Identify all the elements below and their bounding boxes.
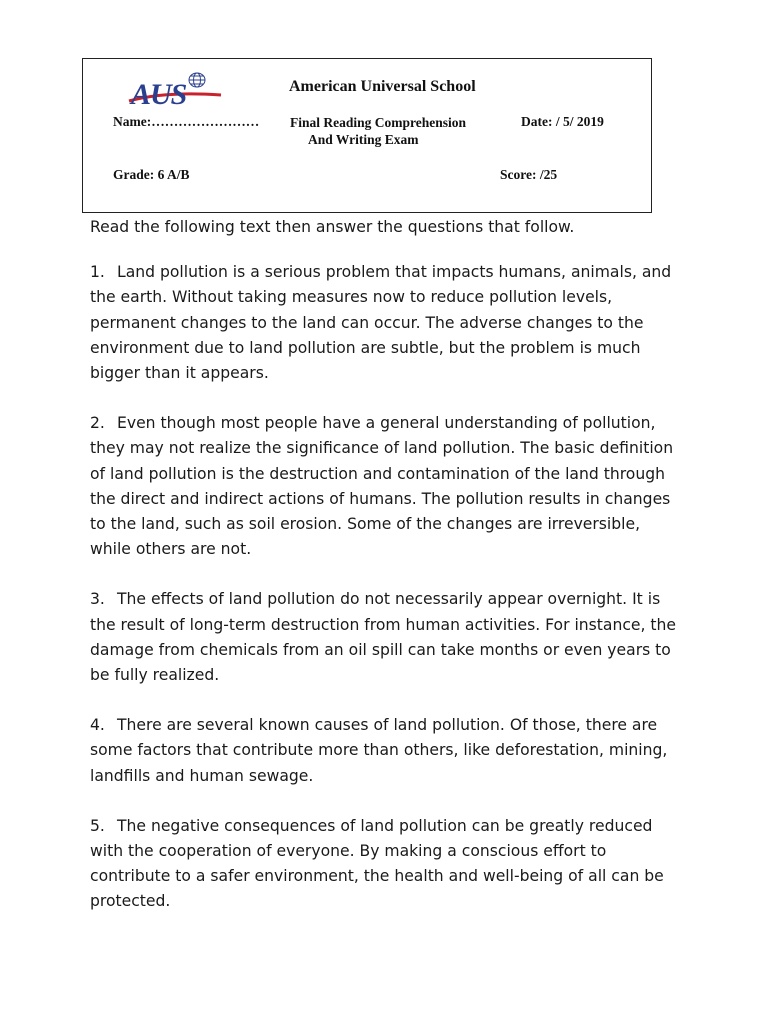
paragraph-number: 2.	[90, 414, 105, 433]
paragraph-number: 1.	[90, 263, 105, 282]
paragraph-1	[90, 260, 680, 386]
paragraph-number: 3.	[90, 590, 105, 609]
paragraph-4	[90, 713, 680, 789]
school-name: American Universal School	[289, 78, 476, 95]
exam-title	[290, 114, 466, 148]
exam-title-line-2: And Writing Exam	[308, 132, 419, 147]
paragraph-5	[90, 814, 680, 915]
grade-label: Grade: 6 A/B	[113, 167, 190, 182]
paragraph-2	[90, 411, 680, 562]
paragraph-text: There are several known causes of land pollution. Of those, there are some factors that contribute more than others, like deforestation, mining, landfills and human sewage.	[90, 716, 668, 785]
date-label: Date: / 5/ 2019	[521, 114, 604, 129]
exam-title-line-1: Final Reading Comprehension	[290, 115, 467, 130]
paragraph-number: 4.	[90, 716, 105, 735]
paragraph-text: Land pollution is a serious problem that impacts humans, animals, and the earth. Without taking measures now to reduce pollution levels, permanent changes to the land can occur. The adverse changes to the environment due to land pollution are subtle, but the problem is much bigger than it appears.	[90, 263, 672, 383]
exam-header-box	[82, 58, 652, 213]
instruction-text: Read the following text then answer the questions that follow.	[90, 218, 575, 236]
paragraph-3	[90, 587, 680, 688]
school-logo	[125, 71, 225, 109]
score-label: Score: /25	[500, 167, 558, 182]
paragraph-text: The effects of land pollution do not necessarily appear overnight. It is the result of long-term destruction from human activities. For instance, the damage from chemicals from an oil spill can take months or even years to be fully realized.	[90, 590, 677, 685]
globe-icon	[189, 73, 205, 87]
paragraph-text: Even though most people have a general understanding of pollution, they may not realize the significance of land pollution. The basic definition of land pollution is the destruction and contamination of the land through the direct and indirect actions of humans. The pollution results in changes to the land, such as soil erosion. Some of the changes are irreversible, while others are not.	[90, 414, 674, 559]
name-field-label: Name:……………………	[113, 114, 260, 129]
reading-passage	[90, 215, 680, 940]
paragraph-text: The negative consequences of land pollution can be greatly reduced with the cooperation of everyone. By making a conscious effort to contribute to a safer environment, the health and well-being of all can be protected.	[90, 816, 664, 911]
paragraph-number: 5.	[90, 816, 105, 835]
logo-text: AUS	[131, 78, 187, 109]
